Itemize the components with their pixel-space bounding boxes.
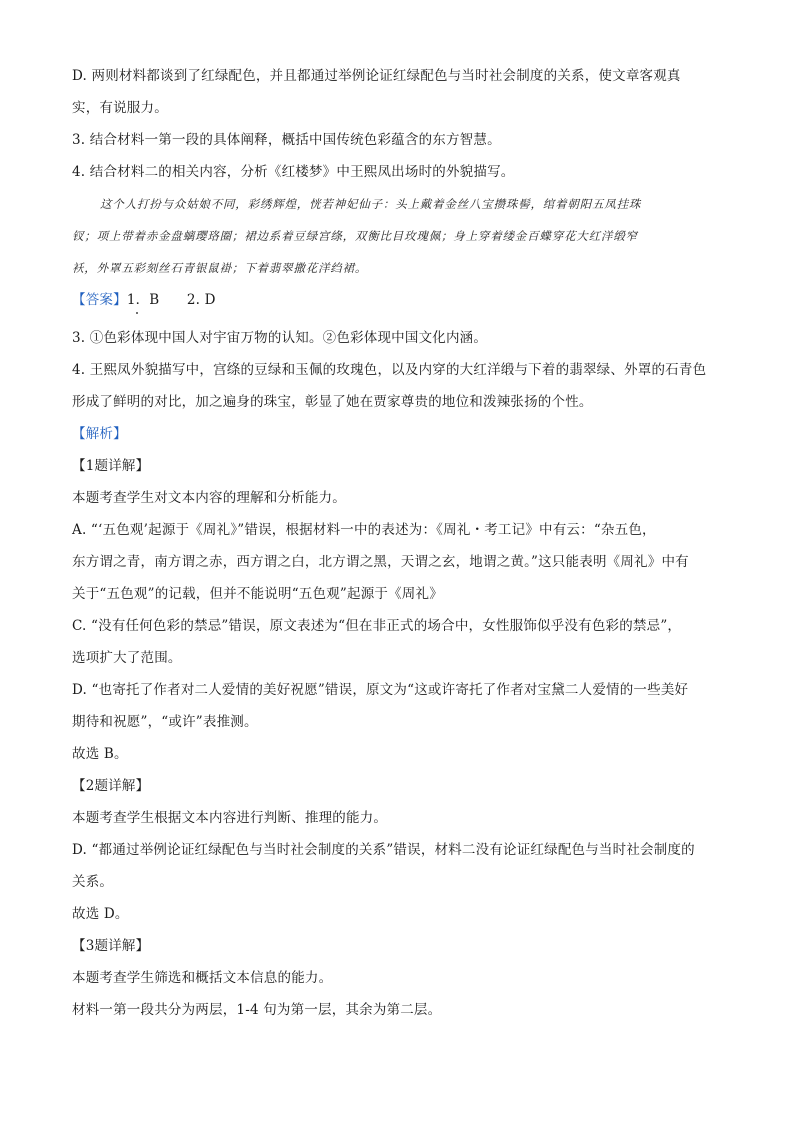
answer-line	[72, 290, 732, 310]
question-4: 4. 结合材料二的相关内容，分析《红楼梦》中王熙凤出场时的外貌描写。	[72, 164, 515, 180]
quote-line-3: 袄，外罩五彩刻丝石青银鼠褂；下着翡翠撒花洋绉裙。	[72, 261, 368, 275]
detail-1-heading: 【1题详解】	[72, 458, 150, 474]
quote-line-2: 钗；项上带着赤金盘螭璎珞圈；裙边系着豆绿宫绦，双衡比目玫瑰佩；身上穿着缕金百蝶穿花大红洋缎窄	[72, 229, 638, 243]
detail-1-line-2: A. “‘五色观’起源于《周礼》”错误，根据材料一中的表述为：《周礼・考工记》中有云：“杂五色，	[72, 522, 656, 538]
question-3: 3. 结合材料一第一段的具体阐释，概括中国传统色彩蕴含的东方智慧。	[72, 132, 501, 148]
option-d-line-1: D. 两则材料都谈到了红绿配色，并且都通过举例论证红绿配色与当时社会制度的关系，使文章客观真	[72, 68, 681, 84]
quote-line-1: 这个人打扮与众姑娘不同，彩绣辉煌，恍若神妃仙子：头上戴着金丝八宝攒珠髻，绾着朝阳五凤挂珠	[100, 197, 642, 211]
detail-1-line-5: C. “没有任何色彩的禁忌”错误，原文表述为“但在非正式的场合中，女性服饰似乎没有色彩的禁忌”，	[72, 618, 682, 634]
answer-4-line-2: 形成了鲜明的对比，加之遍身的珠宝，彰显了她在贾家尊贵的地位和泼辣张扬的个性。	[72, 394, 593, 410]
detail-3-line-1: 本题考查学生筛选和概括文本信息的能力。	[72, 970, 333, 986]
detail-1-line-8: 期待和祝愿”，“或许”表推测。	[72, 714, 258, 730]
detail-2-line-2: D. “都通过举例论证红绿配色与当时社会制度的关系”错误，材料二没有论证红绿配色与当时社会制度的	[72, 842, 695, 858]
detail-1-line-6: 选项扩大了范围。	[72, 650, 182, 666]
detail-1-line-7: D. “也寄托了作者对二人爱情的美好祝愿”错误，原文为“这或许寄托了作者对宝黛二人爱情的一些美好	[72, 682, 689, 698]
emphasis-dot	[136, 312, 138, 314]
detail-1-line-3: 东方谓之青，南方谓之赤，西方谓之白，北方谓之黑，天谓之玄，地谓之黄。”这只能表明《周礼》中有	[72, 554, 689, 570]
detail-3-line-2: 材料一第一段共分为两层，1-4 句为第一层，其余为第二层。	[72, 1002, 442, 1018]
answer-4-line-1: 4. 王熙凤外貌描写中，宫绦的豆绿和玉佩的玫瑰色，以及内穿的大红洋缎与下着的翡翠绿、外罩的石青色	[72, 362, 707, 378]
detail-2-heading: 【2题详解】	[72, 778, 150, 794]
detail-1-line-4: 关于“五色观”的记载，但并不能说明“五色观”起源于《周礼》	[72, 586, 443, 602]
detail-2-line-4: 故选 D。	[72, 906, 129, 922]
detail-2-line-3: 关系。	[72, 874, 114, 890]
detail-1-line-9: 故选 B。	[72, 746, 128, 762]
answer-text: 1．B 2. D	[126, 292, 216, 308]
answer-3: 3. ①色彩体现中国人对宇宙万物的认知。②色彩体现中国文化内涵。	[72, 330, 488, 346]
detail-1-line-1: 本题考查学生对文本内容的理解和分析能力。	[72, 490, 346, 506]
analysis-label: 【解析】	[72, 426, 127, 442]
detail-3-heading: 【3题详解】	[72, 938, 150, 954]
detail-2-line-1: 本题考查学生根据文本内容进行判断、推理的能力。	[72, 810, 388, 826]
answer-label: 【答案】	[72, 292, 127, 308]
option-d-line-2: 实，有说服力。	[72, 100, 168, 116]
